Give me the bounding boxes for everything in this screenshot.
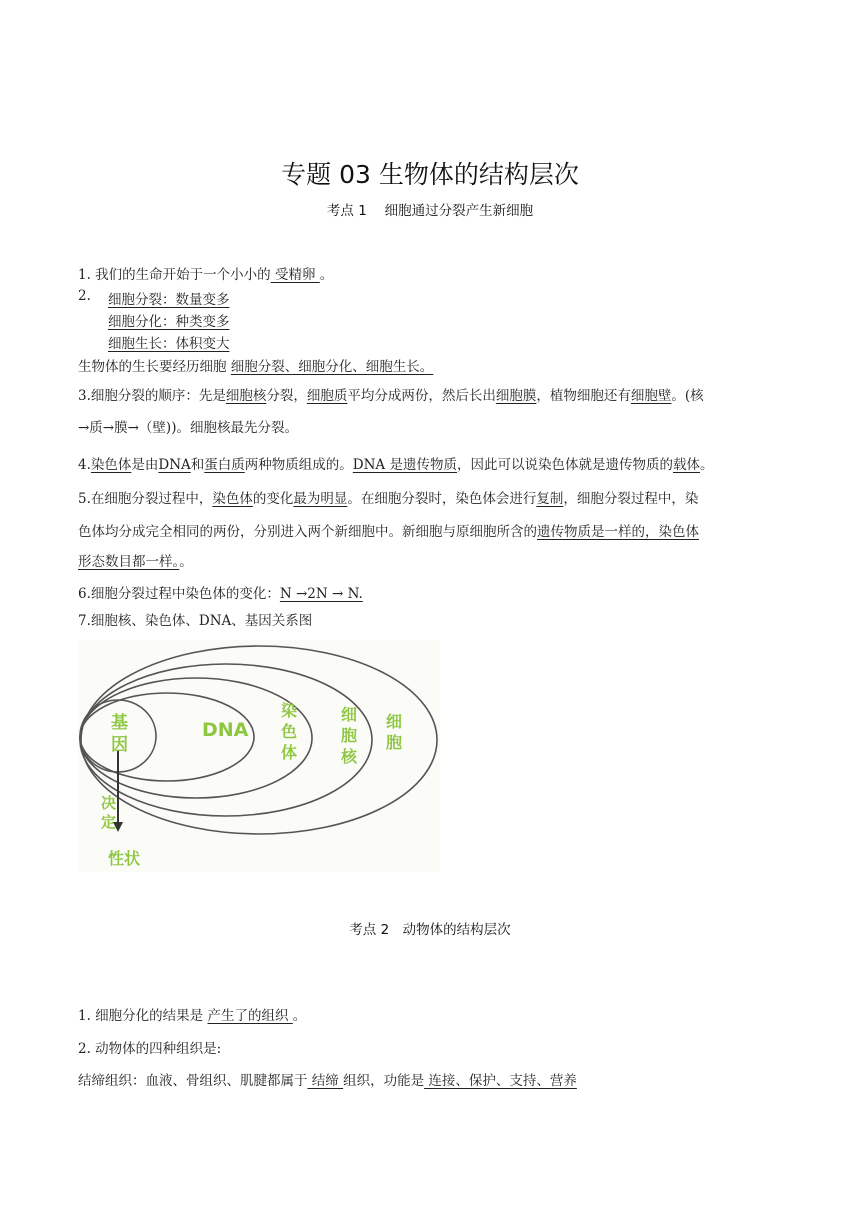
gene-label-1: 基 (111, 713, 128, 733)
item-4-term: 染色体 (90, 457, 132, 473)
item-3-line-1 (78, 384, 704, 404)
s2-item-1-text: 1. 细胞分化的结果是 (78, 1008, 208, 1024)
item-5-term: 最为明显 (293, 491, 348, 507)
item-4-term: DNA 是遗传物质 (352, 457, 457, 473)
chromosome-label-1: 染 (281, 701, 298, 720)
item-1-text: 1. 我们的生命开始于一个小小的 (78, 267, 271, 283)
item-3-term: 细胞质 (306, 388, 348, 404)
dna-label: DNA (202, 719, 249, 741)
s2-item-3 (78, 1069, 577, 1089)
nucleus-label-3: 核 (341, 747, 358, 766)
item-3-text: 。(核 (671, 388, 704, 404)
growth-text: 生物体的生长要经历细胞 (78, 359, 231, 375)
item-5-text: ，细胞分裂过程中，染 (563, 491, 699, 507)
item-3-line-2: →质→膜→（壁))。细胞核最先分裂。 (78, 420, 298, 436)
item-4-text: 4. (78, 457, 91, 473)
s2-item-3-text: 组织，功能是 (343, 1073, 425, 1089)
s2-item-1-end: 。 (292, 1008, 307, 1024)
item-3-text: 分裂， (266, 388, 307, 404)
section-heading-2: 考点 2 动物体的结构层次 (349, 922, 511, 938)
cell-label-2: 胞 (386, 733, 403, 752)
item-5-text: 色体均分成完全相同的两份，分别进入两个新细胞中。新细胞与原细胞所含的 (78, 524, 537, 540)
s2-item-3-answer-2: 连接、保护、支持、营养 (424, 1073, 577, 1089)
chromosome-label-3: 体 (281, 743, 298, 762)
item-4-text: 是由 (131, 457, 159, 473)
item-4-text: 两种物质组成的。 (244, 457, 353, 473)
growth-line (78, 355, 433, 375)
section-heading-1: 考点 1 细胞通过分裂产生新细胞 (326, 203, 534, 219)
item-5-term: 复制 (536, 491, 564, 507)
item-2-line-2: 细胞分化：种类变多 (108, 314, 230, 330)
item-3-text: ，植物细胞还有 (536, 388, 631, 404)
item-7: 7.细胞核、染色体、DNA、基因关系图 (78, 613, 313, 629)
trait-label: 性状 (108, 849, 141, 868)
item-5-term: 染色体 (212, 491, 253, 507)
item-5-term: 形态数目都一样。 (78, 554, 180, 570)
s2-item-2: 2. 动物体的四种组织是: (78, 1041, 222, 1057)
item-3-term: 细胞壁 (630, 388, 672, 404)
item-6-text: 6.细胞分裂过程中染色体的变化： (78, 586, 280, 602)
determines-label-1: 决 (101, 794, 117, 812)
item-5-line-3 (78, 550, 193, 570)
page-title: 专题 03 生物体的结构层次 (281, 160, 579, 189)
item-3-term: 细胞核 (225, 388, 267, 404)
determines-label-2: 定 (101, 813, 117, 831)
chromosome-label-2: 色 (281, 722, 298, 741)
cell-label-1: 细 (386, 712, 403, 731)
item-1-answer: 受精卵 (270, 267, 320, 283)
item-1 (78, 263, 333, 283)
item-4-text: 和 (190, 457, 205, 473)
s2-item-1 (78, 1004, 306, 1024)
item-2-number: 2. (78, 288, 91, 304)
item-5-text: 。在细胞分裂时，染色体会进行 (347, 491, 537, 507)
item-5-text: 5.在细胞分裂过程中， (78, 491, 213, 507)
item-2-line-3: 细胞生长：体积变大 (108, 336, 230, 352)
item-1-end: 。 (319, 267, 334, 283)
item-3-text: 平均分成两份，然后长出 (347, 388, 496, 404)
gene-label-2: 因 (111, 735, 128, 755)
item-6-answer: N →2N → N. (279, 586, 363, 602)
s2-item-3-text: 结缔组织：血液、骨组织、肌腱都属于 (78, 1073, 308, 1089)
growth-answer: 细胞分裂、细胞分化、细胞生长。 (230, 359, 434, 375)
item-3-text: 3.细胞分裂的顺序：先是 (78, 388, 226, 404)
item-4 (78, 453, 713, 473)
item-5-line-2 (78, 520, 699, 540)
item-2-line-1: 细胞分裂：数量变多 (108, 292, 230, 308)
nucleus-label-2: 胞 (341, 726, 358, 745)
item-4-term: DNA (158, 457, 191, 473)
s2-item-1-answer: 产生了的组织 (207, 1008, 293, 1024)
item-6 (78, 582, 363, 602)
item-4-term: 载体 (672, 457, 700, 473)
item-4-text: 。 (699, 457, 714, 473)
item-5-text: 的变化 (252, 491, 294, 507)
item-5-line-1 (78, 487, 698, 507)
item-4-term: 蛋白质 (204, 457, 245, 473)
s2-item-3-answer-1: 结缔 (307, 1073, 344, 1089)
item-5-term: 遗传物质是一样的，染色体 (537, 524, 699, 540)
item-4-text: ，因此可以说染色体就是遗传物质的 (456, 457, 673, 473)
item-5-text: 。 (179, 554, 193, 570)
nucleus-label-1: 细 (341, 705, 358, 724)
item-3-term: 细胞膜 (495, 388, 537, 404)
gene-dna-chromosome-diagram (78, 640, 440, 872)
